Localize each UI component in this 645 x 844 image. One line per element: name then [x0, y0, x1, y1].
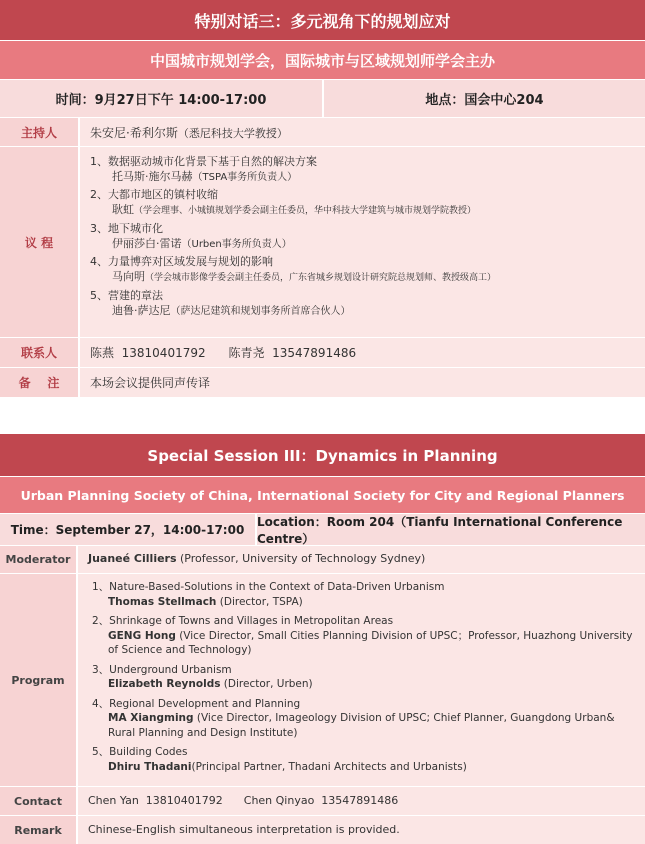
zh-program-list [78, 147, 645, 337]
en-program-speaker: GENG Hong [108, 629, 176, 642]
en-program-speaker: Dhiru Thadani [108, 760, 192, 773]
zh-program-note: （萨达尼建筑和规划事务所首席合伙人） [170, 306, 351, 317]
en-program-topic: 1、Nature-Based-Solutions in the Context of Data-Driven Urbanism [92, 581, 445, 593]
en-moderator-row [0, 545, 645, 573]
en-moderator-value [76, 546, 645, 573]
en-program-note: (Vice Director, Imageology Division of UPSC; Chief Planner, Guangdong Urban& Rural Planning and Design Institute) [108, 712, 615, 739]
en-program-item [92, 614, 635, 658]
en-contact-row [0, 786, 645, 815]
zh-contact-row [0, 337, 645, 367]
zh-program-topic: 2、大都市地区的镇村收缩 [90, 188, 218, 201]
en-program-item [92, 663, 635, 692]
zh-moderator-label: 主持人 [0, 118, 78, 146]
zh-session [0, 0, 645, 397]
zh-program-speaker: 伊丽莎白·雷诺 [112, 237, 182, 250]
zh-moderator-note: （悉尼科技大学教授） [177, 127, 288, 140]
en-program-topic: 5、Building Codes [92, 746, 188, 758]
zh-program-item [90, 187, 635, 219]
zh-moderator-value [78, 118, 645, 146]
zh-time-location-row [0, 79, 645, 117]
en-moderator-name: Juaneé Cilliers [88, 552, 177, 565]
zh-contact-value: 陈燕 13810401792 陈青尧 13547891486 [78, 338, 645, 367]
zh-program-label: 议 程 [0, 147, 78, 337]
en-time-location-row [0, 513, 645, 545]
zh-program-speaker: 耿虹 [112, 203, 134, 216]
zh-remark-value: 本场会议提供同声传译 [78, 368, 645, 397]
zh-contact-label: 联系人 [0, 338, 78, 367]
en-program-note: (Director, TSPA) [216, 595, 303, 608]
en-program-note: (Principal Partner, Thadani Architects and Urbanists) [191, 760, 467, 773]
en-remark-label: Remark [0, 816, 76, 844]
zh-program-speaker: 迪鲁·萨达尼 [112, 304, 171, 317]
zh-program-item [90, 288, 635, 319]
en-program-topic: 3、Underground Urbanism [92, 663, 232, 676]
zh-program-note: （学会理事、小城镇规划学委会副主任委员，华中科技大学建筑与城市规划学院教授） [134, 206, 477, 216]
en-program-label: Program [0, 574, 76, 786]
zh-remark-row [0, 367, 645, 397]
en-contact-label: Contact [0, 787, 76, 815]
en-time: Time：September 27，14:00-17:00 [0, 514, 257, 545]
en-contact-value: Chen Yan 13810401792 Chen Qinyao 13547891486 [76, 787, 645, 815]
zh-program-speaker: 托马斯·施尔马赫 [112, 170, 193, 183]
en-session-title: Special Session III：Dynamics in Planning [0, 434, 645, 476]
zh-program-topic: 3、地下城市化 [90, 222, 163, 235]
en-program-note: (Vice Director, Small Cities Planning Division of UPSC；Professor, Huazhong University of Science and Technology) [108, 629, 633, 656]
en-program-item [92, 697, 635, 741]
en-moderator-label: Moderator [0, 546, 76, 573]
en-moderator-note: (Professor, University of Technology Sydney) [176, 552, 426, 565]
en-program-speaker: Thomas Stellmach [108, 595, 217, 608]
en-program-row [0, 573, 645, 786]
en-organizer: Urban Planning Society of China, International Society for City and Regional Planners [0, 476, 645, 513]
zh-program-item [90, 221, 635, 252]
en-location: Location：Room 204（Tianfu International Conference Centre） [257, 514, 623, 546]
zh-program-topic: 1、数据驱动城市化背景下基于自然的解决方案 [90, 155, 317, 168]
en-program-speaker: Elizabeth Reynolds [108, 678, 221, 690]
zh-program-note: （Urben事务所负责人） [181, 239, 292, 250]
zh-organizer: 中国城市规划学会，国际城市与区域规划师学会主办 [0, 40, 645, 79]
zh-program-topic: 4、力量博弈对区域发展与规划的影响 [90, 255, 273, 268]
zh-program-note: （TSPA事务所负责人） [192, 172, 298, 183]
zh-moderator-name: 朱安尼·希利尔斯 [90, 126, 178, 140]
zh-program-row [0, 146, 645, 337]
en-program-list [76, 574, 645, 786]
zh-location: 地点：国会中心204 [425, 93, 544, 108]
en-session [0, 434, 645, 844]
zh-time: 时间：9月27日下午 14:00-17:00 [0, 80, 324, 117]
en-program-item [92, 745, 635, 774]
zh-session-title: 特别对话三：多元视角下的规划应对 [0, 0, 645, 40]
zh-program-note: （学会城市影像学委会副主任委员，广东省城乡规划设计研究院总规划师、教授级高工） [145, 273, 497, 283]
zh-moderator-row [0, 117, 645, 146]
en-remark-value: Chinese-English simultaneous interpretation is provided. [76, 816, 645, 844]
en-program-topic: 2、Shrinkage of Towns and Villages in Metropolitan Areas [92, 615, 394, 627]
en-program-note: (Director, Urben) [220, 678, 313, 690]
zh-program-speaker: 马向明 [112, 270, 145, 283]
zh-remark-label: 备 注 [0, 368, 78, 397]
zh-program-item [90, 254, 635, 286]
en-program-speaker: MA Xiangming [108, 712, 194, 724]
zh-program-topic: 5、营建的章法 [90, 289, 163, 302]
zh-program-item [90, 154, 635, 185]
en-program-item [92, 580, 635, 609]
en-program-topic: 4、Regional Development and Planning [92, 697, 301, 710]
